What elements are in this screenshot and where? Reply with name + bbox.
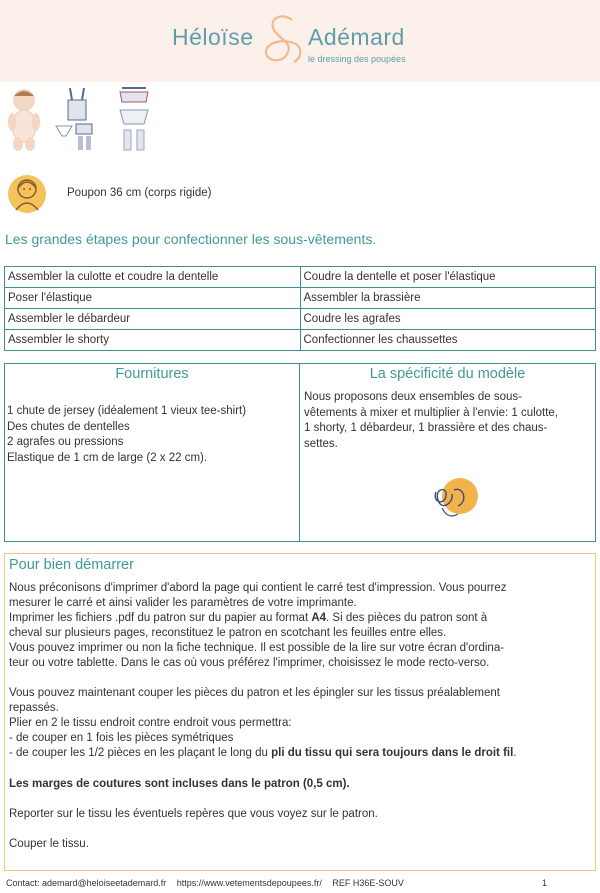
step-cell: Assembler le shorty — [5, 330, 301, 351]
specificite-text: Nous proposons deux ensembles de sous- vêtements à mixer et multiplier à l'envie: 1 culotte, 1 shorty, 1 débardeur, 1 brassière et des chaus- settes. — [304, 391, 559, 450]
brand-name-right: Adémard — [308, 24, 405, 50]
page-number: 1 — [542, 878, 548, 888]
brand-name-left: Héloïse — [172, 24, 254, 50]
doll-thumbnail-icon — [6, 86, 42, 152]
step-cell: Poser l'élastique — [5, 288, 301, 309]
doll-face-icon — [8, 172, 46, 216]
table-row — [5, 309, 596, 330]
fournitures-title: Fournitures — [115, 366, 189, 382]
footer-contact: Contact: ademard@heloiseetademard.fr — [6, 878, 167, 888]
getting-started-title: Pour bien démarrer — [9, 557, 134, 573]
steps-title: Les grandes étapes pour confectionner les sous-vêtements. — [5, 231, 377, 247]
paragraph: Reporter sur le tissu les éventuels repères que vous voyez sur le patron. — [9, 808, 378, 820]
footer-url[interactable]: https://www.vetementsdepoupees.fr/ — [176, 878, 322, 888]
list-item: Elastique de 1 cm de large (2 x 22 cm). — [7, 451, 208, 464]
table-row — [5, 267, 596, 288]
step-cell: Coudre les agrafes — [300, 309, 596, 330]
paragraph: Nous préconisons d'imprimer d'abord la page qui contient le carré test d'impression. Vous pourrez mesurer le carré et ainsi valider les paramètres de votre imprimante. Imprimer les fichiers .pdf du patron sur du papier au format A4. Si des pièces du patron sont à cheval sur plusieurs pages, reconstituez le patron en scotchant les feuilles entre elles. Vous pouvez imprimer ou non la fiche technique. Il est possible de la lire sur votre écran d'ordina- teur ou votre tablette. Dans le cas où vous préférez l'imprimer, choisissez le mode recto-verso. — [9, 582, 507, 669]
fournitures-column — [5, 364, 300, 541]
header — [0, 0, 600, 82]
model-label: Poupon 36 cm (corps rigide) — [67, 187, 212, 199]
specificite-title: La spécificité du modèle — [369, 366, 526, 382]
supplies-box — [4, 363, 596, 542]
steps-table — [4, 266, 596, 351]
table-row — [5, 288, 596, 309]
list-item: Des chutes de dentelles — [7, 420, 130, 433]
step-cell: Assembler la culotte et coudre la dentelle — [5, 267, 301, 288]
paragraph: Les marges de coutures sont incluses dans le patron (0,5 cm). — [9, 778, 350, 790]
step-cell: Confectionner les chaussettes — [300, 330, 596, 351]
specificite-column — [300, 364, 595, 541]
underwear-set-1-thumbnail-icon — [54, 86, 100, 152]
paragraph: Vous pouvez maintenant couper les pièces du patron et les épingler sur les tissus préalablement repassés. Plier en 2 le tissu endroit contre endroit vous permettra: - de couper en 1 fois les pièces symétriques - de couper les 1/2 pièces en les plaçant le long du pli du tissu qui sera toujours dans le droit fil. — [9, 687, 517, 759]
step-cell: Coudre la dentelle et poser l'élastique — [300, 267, 596, 288]
paragraph: Couper le tissu. — [9, 838, 89, 850]
brand-monogram-icon — [424, 472, 484, 524]
step-cell: Assembler la brassière — [300, 288, 596, 309]
list-item: 2 agrafes ou pressions — [7, 436, 124, 448]
underwear-set-2-thumbnail-icon — [114, 86, 154, 152]
table-row — [5, 330, 596, 351]
list-item: 1 chute de jersey (idéalement 1 vieux tee-shirt) — [7, 405, 247, 417]
fournitures-list — [7, 404, 246, 466]
footer — [6, 878, 548, 888]
thumbnail-strip — [6, 86, 166, 156]
step-cell: Assembler le débardeur — [5, 309, 301, 330]
getting-started-box — [4, 553, 596, 871]
brand-tagline: le dressing des poupées — [308, 54, 406, 64]
ampersand-logo-icon — [258, 12, 306, 72]
brand-logo — [172, 24, 422, 74]
footer-ref: REF H36E-SOUV — [332, 878, 404, 888]
